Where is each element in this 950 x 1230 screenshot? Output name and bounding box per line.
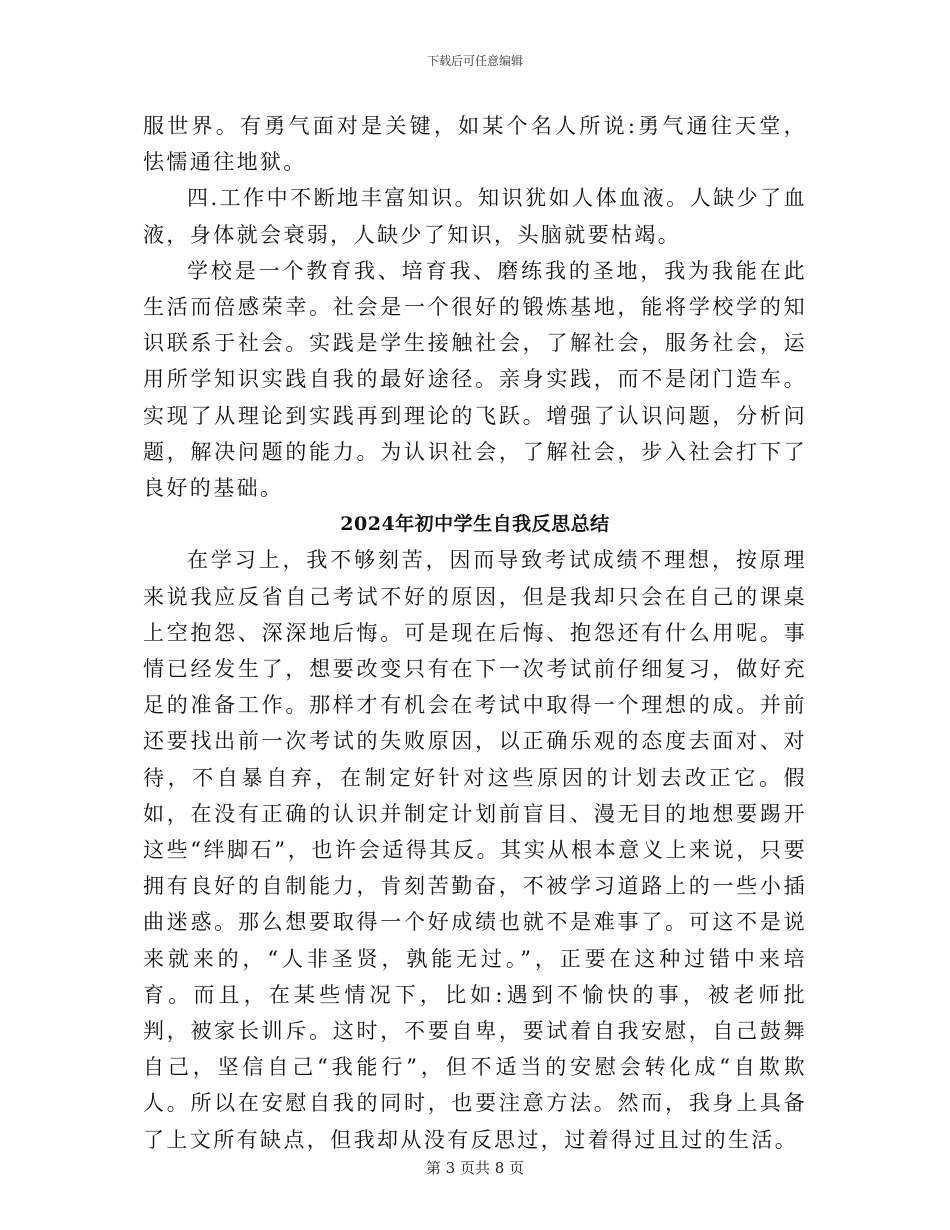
section-title: 2024年初中学生自我反思总结	[340, 513, 610, 536]
page-footer: 第 3 页共 8 页	[425, 1159, 525, 1177]
paragraph-2: 四.工作中不断地丰富知识。知识犹如人体血液。人缺少了血液，身体就会衰弱，人缺少了知识，头脑就要枯竭。	[143, 186, 807, 247]
paragraph-3: 学校是一个教育我、培育我、磨练我的圣地，我为我能在此生活而倍感荣幸。社会是一个很好的锻炼基地，能将学校学的知识联系于社会。实践是学生接触社会，了解社会，服务社会，运用所学知识实践自我的最好途径。亲身实践，而不是闭门造车。实现了从理论到实践再到理论的飞跃。增强了认识问题，分析问题，解决问题的能力。为认识社会，了解社会，步入社会打下了良好的基础。	[143, 258, 807, 501]
document-body	[143, 108, 807, 1158]
paragraph-1: 服世界。有勇气面对是关键，如某个名人所说:勇气通往天堂，怯懦通往地狱。	[143, 114, 807, 175]
page-header: 下载后可任意编辑	[426, 54, 523, 68]
paragraph-4: 在学习上，我不够刻苦，因而导致考试成绩不理想，按原理来说我应反省自己考试不好的原因，但是我却只会在自己的课桌上空抱怨、深深地后悔。可是现在后悔、抱怨还有什么用呢。事情已经发生了，想要改变只有在下一次考试前仔细复习，做好充足的准备工作。那样才有机会在考试中取得一个理想的成。并前还要找出前一次考试的失败原因，以正确乐观的态度去面对、对待，不自暴自弃，在制定好针对这些原因的计划去改正它。假如，在没有正确的认识并制定计划前盲目、漫无目的地想要踢开这些“绊脚石”，也许会适得其反。其实从根本意义上来说，只要拥有良好的自制能力，肯刻苦勤奋，不被学习道路上的一些小插曲迷惑。那么想要取得一个好成绩也就不是难事了。可这不是说来就来的，“人非圣贤，孰能无过。”，正要在这种过错中来培育。而且，在某些情况下，比如:遇到不愉快的事，被老师批判，被家长训斥。这时，不要自卑，要试着自我安慰，自己鼓舞自己，坚信自己“我能行”，但不适当的安慰会转化成“自欺欺人。所以在安慰自我的同时，也要注意方法。然而，我身上具备了上文所有缺点，但我却从没有反思过，过着得过且过的生活。	[143, 548, 807, 1152]
